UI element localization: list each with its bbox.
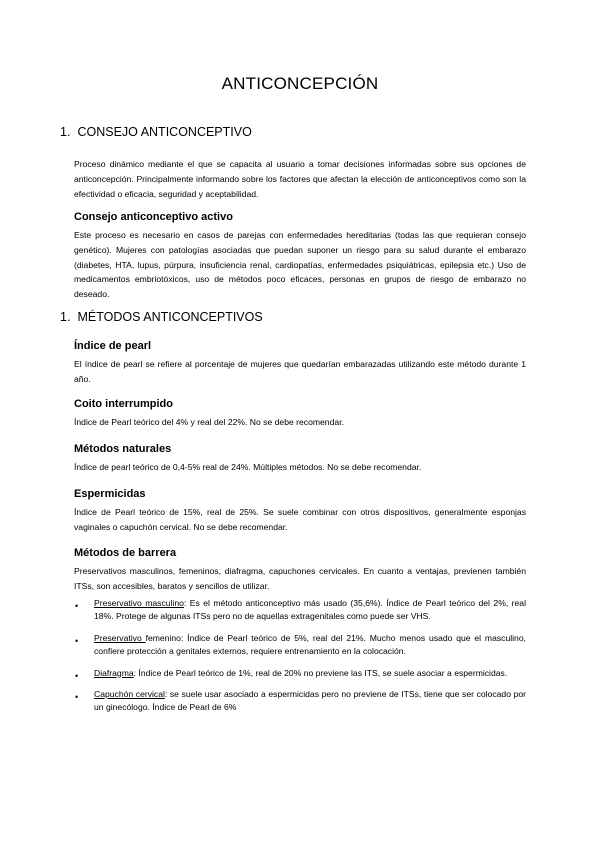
subheading-indice-pearl: Índice de pearl bbox=[74, 340, 152, 352]
subheading-coito-interrumpido: Coito interrumpido bbox=[74, 398, 173, 410]
list-item-term: Preservativo masculino bbox=[94, 598, 184, 608]
consejo-activo-paragraph: Este proceso es necesario en casos de parejas con enfermedades hereditarias (todas las que requieran consejo genético). Mujeres con patologías asociadas que puedan suponer un riesgo para su salud durante el embarazo (diabetes, HTA, lupus, púrpura, insuficiencia renal, cardiopatías, enfermedades psiquiátricas, epilepsia etc.) Uso de medicamentos embriotóxicos, uso de métodos poco eficaces, personas en grupos de riesgo de embarazo no deseado. bbox=[74, 230, 526, 300]
subheading-espermicidas: Espermicidas bbox=[74, 488, 146, 500]
list-item-term: Capuchón cervical bbox=[94, 689, 165, 700]
list-item bbox=[74, 597, 526, 624]
section-number: 1. bbox=[60, 125, 71, 139]
bullet-icon: • bbox=[75, 692, 79, 703]
list-item bbox=[74, 632, 526, 659]
metodos-barrera-paragraph: Preservativos masculinos, femeninos, diafragma, capuchones cervicales. En cuanto a ventajas, previenen también ITSs, son accesibles, baratos y sencillos de utilizar. bbox=[74, 566, 526, 591]
subheading-metodos-barrera: Métodos de barrera bbox=[74, 547, 177, 559]
list-item bbox=[74, 688, 526, 715]
list-item-term: Diafragma bbox=[94, 667, 134, 678]
section-heading-metodos bbox=[60, 310, 263, 324]
consejo-intro-paragraph: Proceso dinámico mediante el que se capacita al usuario a tomar decisiones informadas sobre sus opciones de anticoncepción. Principalmente informando sobre los factores que afectan la elección de anticonceptivos como son la efectividad o eficacia, seguridad y aceptabilidad. bbox=[74, 159, 526, 199]
espermicidas-paragraph: Índice de Pearl teórico de 15%, real de 25%. Se suele combinar con otros dispositivos, generalmente esponjas vaginales o capuchón cervical. No se debe recomendar. bbox=[74, 507, 526, 532]
list-item-text: femenino: Índice de Pearl teórico de 5%, real del 21%. Mucho menos usado que el masculino, confiere protección a genitales externos, requiere entrenamiento en la colocación. bbox=[94, 632, 526, 657]
list-item-text: : se suele usar asociado a espermicidas pero no previene de ITSs, tiene que ser colocado por un ginecólogo. Índice de Pearl de 6% bbox=[94, 689, 526, 713]
metodos-naturales-paragraph: Índice de pearl teórico de 0,4-5% real de 24%. Múltiples métodos. No se debe recomendar. bbox=[74, 462, 422, 472]
section-heading-consejo bbox=[60, 125, 252, 139]
section-number: 1. bbox=[60, 310, 71, 324]
list-item-text: : Es el método anticonceptivo más usado (35,6%). Índice de Pearl teórico del 2%, real 18%. Protege de algunas ITSs pero no de aquellas extragenitales como puede ser VHS. bbox=[94, 598, 526, 622]
bullet-icon: • bbox=[75, 601, 79, 611]
list-item-text: : Índice de Pearl teórico de 1%, real de 20% no previene las ITS, se suele asociar a espermicidas. bbox=[133, 667, 508, 678]
bullet-icon: • bbox=[75, 670, 79, 681]
bullet-icon: • bbox=[75, 635, 79, 646]
coito-interrumpido-paragraph: Índice de Pearl teórico del 4% y real del 22%. No se debe recomendar. bbox=[74, 417, 344, 427]
subheading-metodos-naturales: Métodos naturales bbox=[74, 443, 172, 455]
subheading-consejo-activo: Consejo anticonceptivo activo bbox=[74, 211, 233, 223]
section-heading-text: MÉTODOS ANTICONCEPTIVOS bbox=[77, 310, 263, 324]
list-item-term: Preservativo bbox=[94, 632, 146, 643]
section-heading-text: CONSEJO ANTICONCEPTIVO bbox=[77, 125, 252, 139]
page-title: ANTICONCEPCIÓN bbox=[221, 74, 379, 93]
indice-pearl-paragraph: El índice de pearl se refiere al porcentaje de mujeres que quedarían embarazadas utilizando este método durante 1 año. bbox=[74, 359, 526, 384]
barrier-methods-list bbox=[74, 597, 526, 723]
list-item bbox=[74, 667, 526, 680]
